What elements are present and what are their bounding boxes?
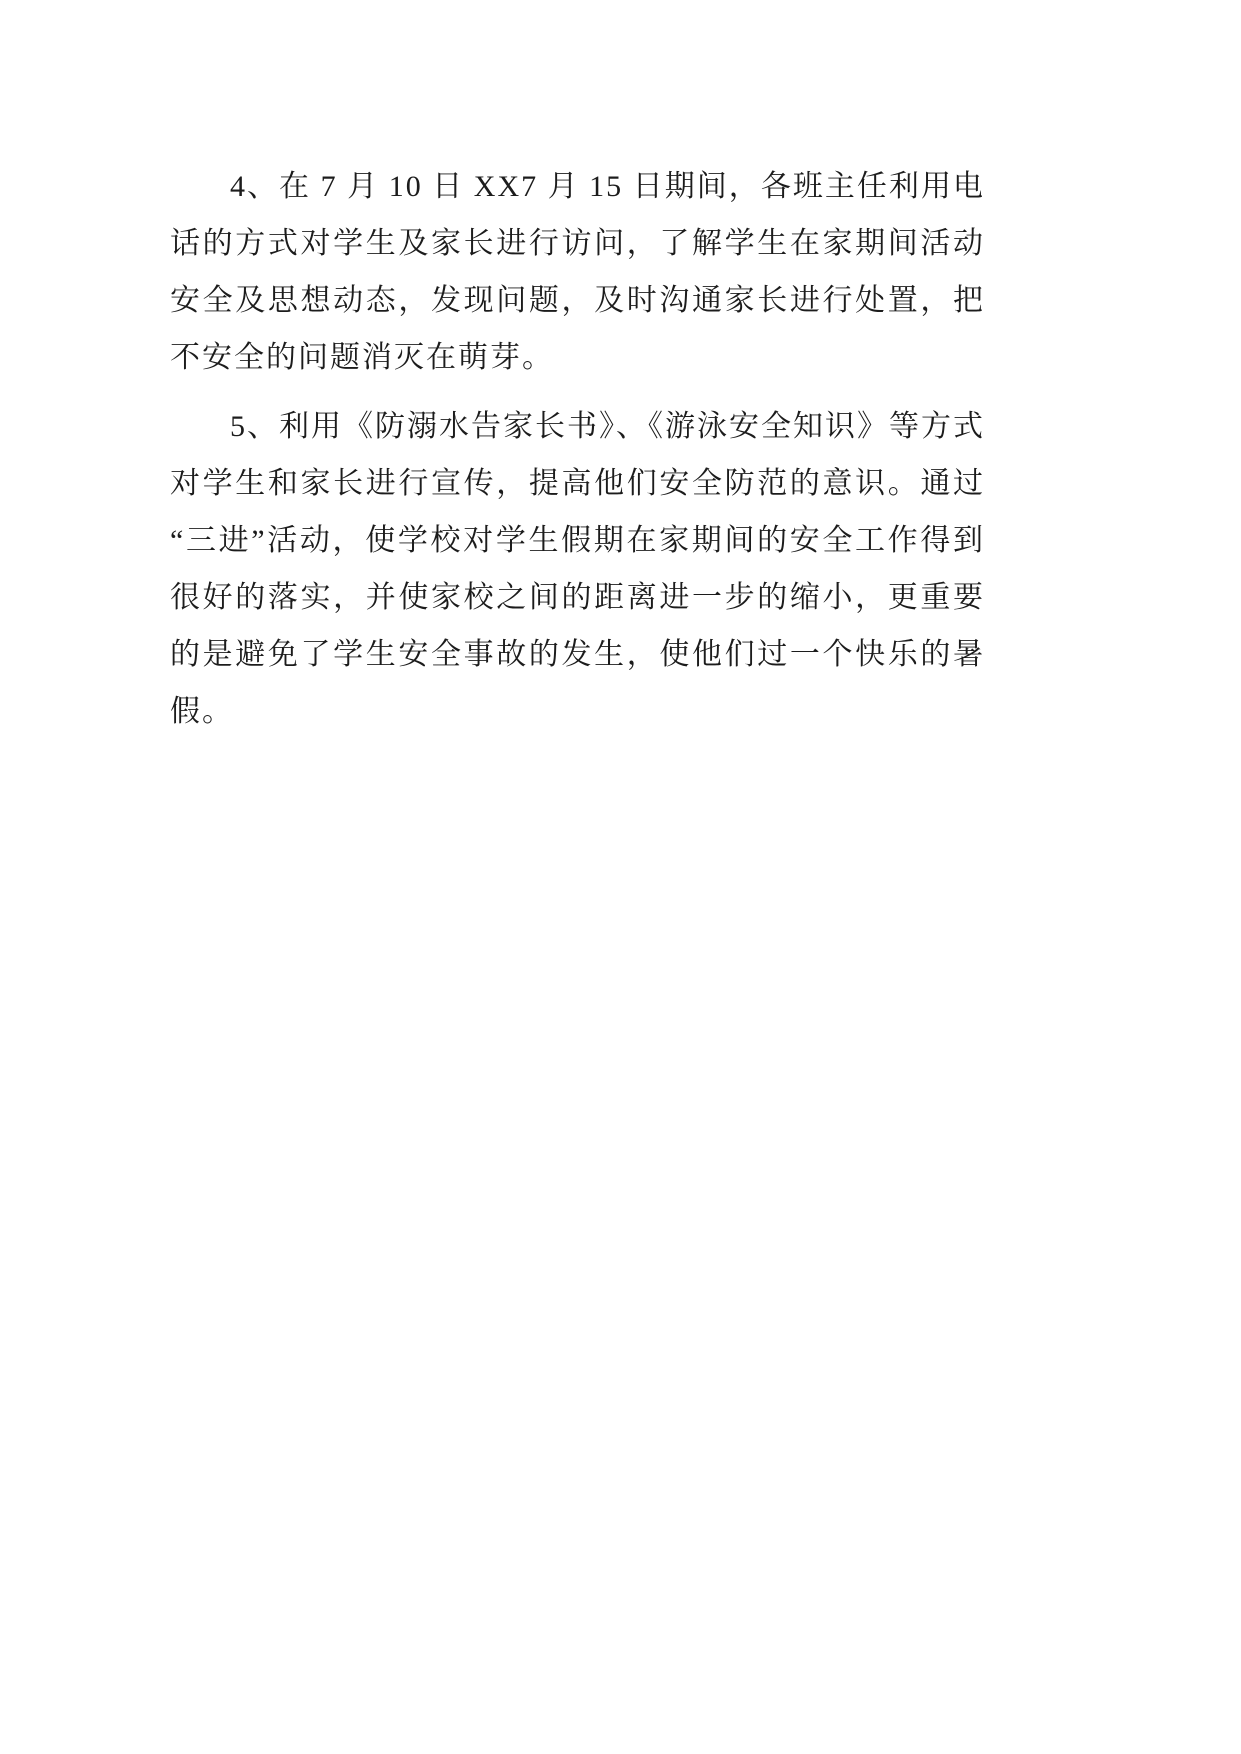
document-body <box>170 158 985 740</box>
paragraph-item-5: 5、利用《防溺水告家长书》、《游泳安全知识》等方式对学生和家长进行宣传，提高他们安全防范的意识。通过“三进”活动，使学校对学生假期在家期间的安全工作得到很好的落实，并使家校之间的距离进一步的缩小，更重要的是避免了学生安全事故的发生，使他们过一个快乐的暑假。 <box>170 410 985 728</box>
paragraph-item-4: 4、在 7 月 10 日 XX7 月 15 日期间，各班主任利用电话的方式对学生及家长进行访问，了解学生在家期间活动安全及思想动态，发现问题，及时沟通家长进行处置，把不安全的问题消灭在萌芽。 <box>170 170 985 374</box>
